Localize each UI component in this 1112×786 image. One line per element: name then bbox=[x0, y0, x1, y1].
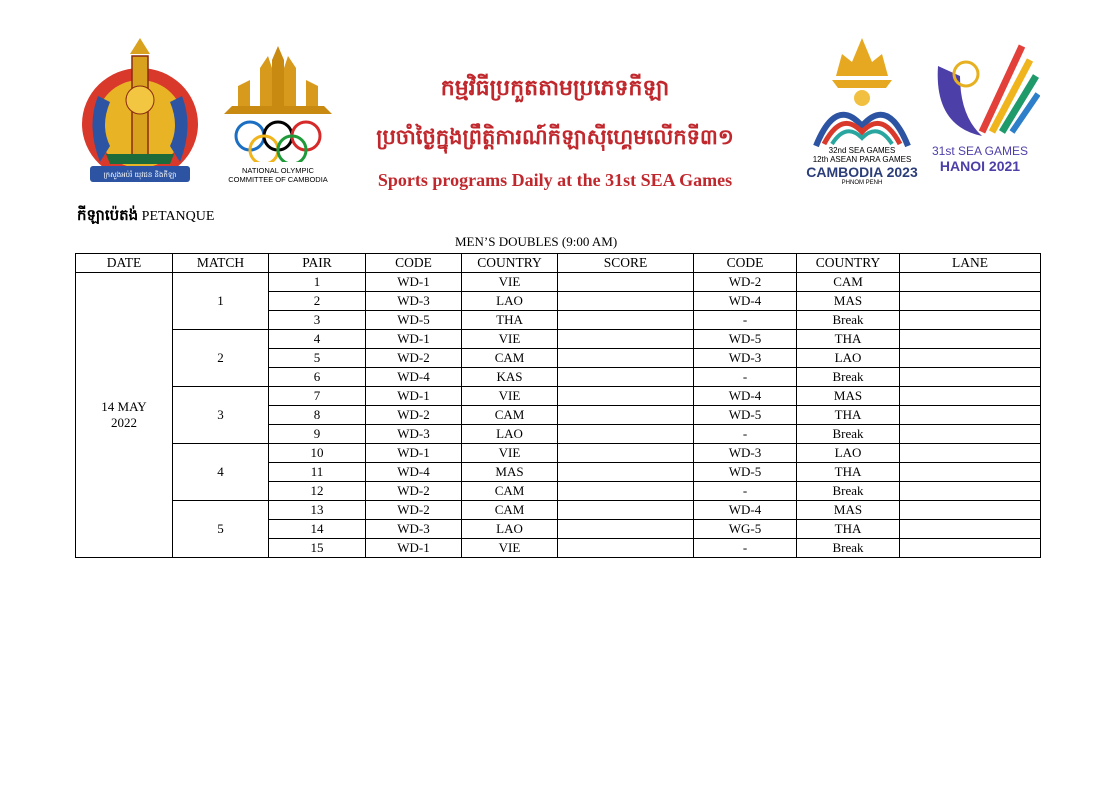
header-pair: PAIR bbox=[269, 254, 366, 273]
score-cell bbox=[558, 311, 694, 330]
code2-cell: - bbox=[694, 539, 797, 558]
country2-cell: Break bbox=[797, 368, 900, 387]
country2-cell: Break bbox=[797, 311, 900, 330]
date-line2: 2022 bbox=[111, 415, 137, 430]
country2-cell: MAS bbox=[797, 501, 900, 520]
country2-cell: MAS bbox=[797, 387, 900, 406]
lane-cell bbox=[900, 444, 1041, 463]
score-cell bbox=[558, 406, 694, 425]
title-khmer-line2: ប្រចាំថ្ងៃក្នុងព្រឹត្តិការណ៍កីឡាស៊ីហ្គេមលើកទី៣១ bbox=[376, 125, 734, 149]
pair-cell: 8 bbox=[269, 406, 366, 425]
code2-cell: WD-2 bbox=[694, 273, 797, 292]
pair-cell: 3 bbox=[269, 311, 366, 330]
pair-cell: 7 bbox=[269, 387, 366, 406]
code1-cell: WD-1 bbox=[366, 273, 462, 292]
code2-cell: WD-4 bbox=[694, 501, 797, 520]
country2-cell: THA bbox=[797, 520, 900, 539]
code2-cell: WD-5 bbox=[694, 406, 797, 425]
pair-cell: 2 bbox=[269, 292, 366, 311]
country2-cell: Break bbox=[797, 539, 900, 558]
code1-cell: WD-4 bbox=[366, 368, 462, 387]
code2-cell: WD-4 bbox=[694, 292, 797, 311]
lane-cell bbox=[900, 501, 1041, 520]
event-title: MEN’S DOUBLES (9:00 AM) bbox=[455, 234, 618, 249]
header-match: MATCH bbox=[173, 254, 269, 273]
code2-cell: - bbox=[694, 368, 797, 387]
pair-cell: 9 bbox=[269, 425, 366, 444]
code2-cell: - bbox=[694, 311, 797, 330]
noc-cambodia-logo bbox=[216, 46, 340, 162]
lane-cell bbox=[900, 463, 1041, 482]
code1-cell: WD-3 bbox=[366, 292, 462, 311]
pair-cell: 11 bbox=[269, 463, 366, 482]
code2-cell: WD-4 bbox=[694, 387, 797, 406]
sea31-line2: HANOI 2021 bbox=[939, 158, 1021, 174]
country1-cell: CAM bbox=[462, 501, 558, 520]
code1-cell: WD-2 bbox=[366, 406, 462, 425]
noc-caption-line2: COMMITTEE OF CAMBODIA bbox=[228, 175, 328, 184]
score-cell bbox=[558, 292, 694, 311]
country2-cell: CAM bbox=[797, 273, 900, 292]
code2-cell: WG-5 bbox=[694, 520, 797, 539]
sport-label-khmer: កីឡាប៉េតង់ bbox=[77, 206, 139, 224]
pair-cell: 6 bbox=[269, 368, 366, 387]
ministry-emblem-logo bbox=[76, 36, 204, 186]
lane-cell bbox=[900, 425, 1041, 444]
score-cell bbox=[558, 425, 694, 444]
lane-cell bbox=[900, 539, 1041, 558]
code1-cell: WD-2 bbox=[366, 501, 462, 520]
code1-cell: WD-2 bbox=[366, 349, 462, 368]
lane-cell bbox=[900, 349, 1041, 368]
sport-label-english: PETANQUE bbox=[141, 209, 215, 224]
score-cell bbox=[558, 444, 694, 463]
sea-games-2023-logo bbox=[806, 36, 918, 154]
code1-cell: WD-2 bbox=[366, 482, 462, 501]
country2-cell: THA bbox=[797, 406, 900, 425]
country2-cell: Break bbox=[797, 425, 900, 444]
code1-cell: WD-3 bbox=[366, 520, 462, 539]
pair-cell: 4 bbox=[269, 330, 366, 349]
code1-cell: WD-3 bbox=[366, 425, 462, 444]
country2-cell: THA bbox=[797, 330, 900, 349]
country2-cell: Break bbox=[797, 482, 900, 501]
pair-cell: 1 bbox=[269, 273, 366, 292]
table-row bbox=[76, 387, 1041, 406]
country1-cell: LAO bbox=[462, 425, 558, 444]
country1-cell: CAM bbox=[462, 406, 558, 425]
score-cell bbox=[558, 520, 694, 539]
date-cell bbox=[76, 273, 173, 558]
score-cell bbox=[558, 387, 694, 406]
header-lane: LANE bbox=[900, 254, 1041, 273]
country2-cell: LAO bbox=[797, 444, 900, 463]
code1-cell: WD-1 bbox=[366, 387, 462, 406]
date-line1: 14 MAY bbox=[101, 399, 147, 414]
code1-cell: WD-1 bbox=[366, 330, 462, 349]
sea31-line1: 31st SEA GAMES bbox=[931, 144, 1029, 158]
code2-cell: - bbox=[694, 425, 797, 444]
lane-cell bbox=[900, 273, 1041, 292]
country1-cell: VIE bbox=[462, 539, 558, 558]
code2-cell: WD-3 bbox=[694, 444, 797, 463]
match-cell: 4 bbox=[173, 444, 269, 501]
table-row bbox=[76, 501, 1041, 520]
emblem-ribbon-text: ក្រសួងអប់រំ យុវជន និងកីឡា bbox=[103, 171, 177, 179]
country1-cell: CAM bbox=[462, 482, 558, 501]
code1-cell: WD-1 bbox=[366, 444, 462, 463]
sea32-line2: 12th ASEAN PARA GAMES bbox=[812, 155, 912, 164]
table-row bbox=[76, 273, 1041, 292]
country1-cell: VIE bbox=[462, 444, 558, 463]
pair-cell: 10 bbox=[269, 444, 366, 463]
noc-caption-line1: NATIONAL OLYMPIC bbox=[242, 166, 314, 175]
pair-cell: 5 bbox=[269, 349, 366, 368]
country1-cell: VIE bbox=[462, 387, 558, 406]
code2-cell: WD-5 bbox=[694, 330, 797, 349]
pair-cell: 14 bbox=[269, 520, 366, 539]
title-english: Sports programs Daily at the 31st SEA Games bbox=[377, 170, 733, 190]
lane-cell bbox=[900, 520, 1041, 539]
lane-cell bbox=[900, 311, 1041, 330]
country1-cell: LAO bbox=[462, 520, 558, 539]
score-cell bbox=[558, 463, 694, 482]
header-country-a: COUNTRY bbox=[462, 254, 558, 273]
sea32-line3: CAMBODIA 2023 bbox=[806, 164, 918, 180]
schedule-table bbox=[75, 253, 1041, 558]
match-cell: 1 bbox=[173, 273, 269, 330]
sea-games-2021-logo bbox=[930, 36, 1040, 142]
title-khmer-line1: កម្មវិធីប្រកួតតាមប្រភេទកីឡា bbox=[440, 76, 670, 101]
lane-cell bbox=[900, 406, 1041, 425]
country1-cell: CAM bbox=[462, 349, 558, 368]
code1-cell: WD-1 bbox=[366, 539, 462, 558]
sea32-line4: PHNOM PENH bbox=[841, 180, 883, 186]
match-cell: 2 bbox=[173, 330, 269, 387]
header-code-b: CODE bbox=[694, 254, 797, 273]
country2-cell: THA bbox=[797, 463, 900, 482]
country2-cell: MAS bbox=[797, 292, 900, 311]
sea32-line1: 32nd SEA GAMES bbox=[828, 146, 896, 155]
sport-label bbox=[77, 206, 214, 228]
score-cell bbox=[558, 482, 694, 501]
header-score: SCORE bbox=[558, 254, 694, 273]
table-row bbox=[76, 330, 1041, 349]
country1-cell: VIE bbox=[462, 330, 558, 349]
country1-cell: KAS bbox=[462, 368, 558, 387]
header-date: DATE bbox=[76, 254, 173, 273]
country1-cell: MAS bbox=[462, 463, 558, 482]
lane-cell bbox=[900, 330, 1041, 349]
country1-cell: VIE bbox=[462, 273, 558, 292]
country2-cell: LAO bbox=[797, 349, 900, 368]
match-cell: 3 bbox=[173, 387, 269, 444]
code1-cell: WD-5 bbox=[366, 311, 462, 330]
pair-cell: 15 bbox=[269, 539, 366, 558]
score-cell bbox=[558, 501, 694, 520]
code2-cell: WD-5 bbox=[694, 463, 797, 482]
code2-cell: WD-3 bbox=[694, 349, 797, 368]
lane-cell bbox=[900, 292, 1041, 311]
country1-cell: THA bbox=[462, 311, 558, 330]
country1-cell: LAO bbox=[462, 292, 558, 311]
lane-cell bbox=[900, 482, 1041, 501]
match-cell: 5 bbox=[173, 501, 269, 558]
pair-cell: 13 bbox=[269, 501, 366, 520]
score-cell bbox=[558, 368, 694, 387]
pair-cell: 12 bbox=[269, 482, 366, 501]
score-cell bbox=[558, 539, 694, 558]
score-cell bbox=[558, 273, 694, 292]
score-cell bbox=[558, 349, 694, 368]
header-row bbox=[76, 254, 1041, 273]
lane-cell bbox=[900, 368, 1041, 387]
header-country-b: COUNTRY bbox=[797, 254, 900, 273]
score-cell bbox=[558, 330, 694, 349]
lane-cell bbox=[900, 387, 1041, 406]
code2-cell: - bbox=[694, 482, 797, 501]
table-row bbox=[76, 444, 1041, 463]
header-code-a: CODE bbox=[366, 254, 462, 273]
code1-cell: WD-4 bbox=[366, 463, 462, 482]
